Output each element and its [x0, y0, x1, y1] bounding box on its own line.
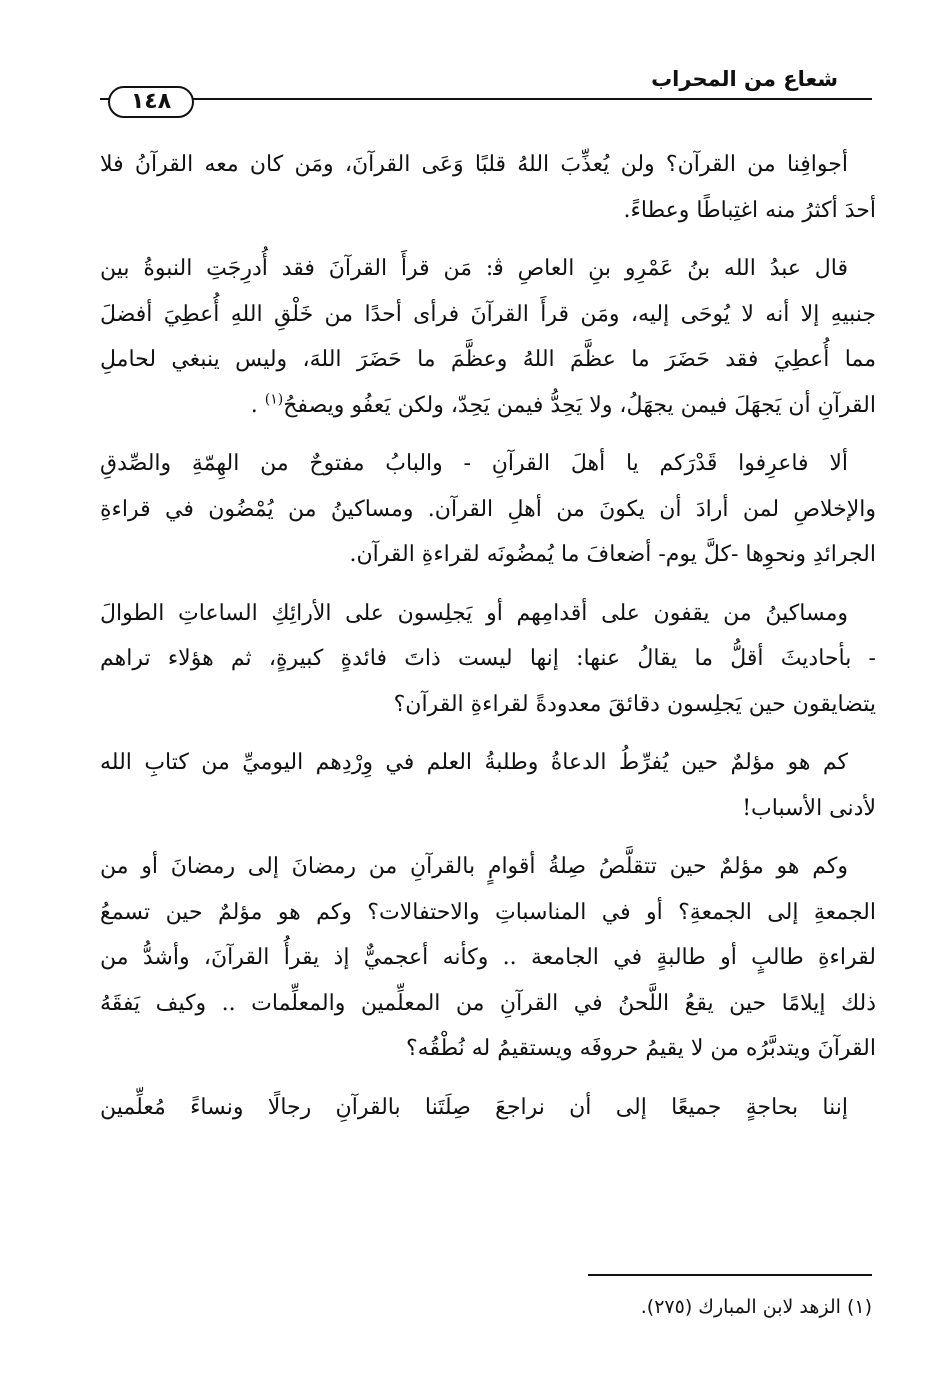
- text-line: يتضايقون حين يَجلِسون دقائقَ معدودةً لقراءةِ القرآن؟: [393, 691, 876, 717]
- paragraph-3: [100, 441, 876, 578]
- text-line: القرآنِ أن يَجهَلَ فيمن يجهَلُ، ولا يَحِدُّ فيمن يَحِدّ، ولكن يَعفُو ويصفحُ: [283, 392, 876, 418]
- text-line: والإخلاصِ لمن أرادَ أن يكونَ من أهلِ القرآن. ومساكينُ من يُمْضُون في قراءةِ: [100, 496, 876, 522]
- text-line: لقراءةِ طالبٍ أو طالبةٍ في الجامعة .. وكأنه أعجميٌّ إذ يقرأُ القرآنَ، وأشدُّ من: [100, 945, 876, 970]
- text-line: كم هو مؤلمٌ حين يُفرِّطُ الدعاةُ وطلبةُ العلم في وِرْدِهم اليوميِّ من كتابِ الله: [100, 750, 848, 775]
- text-line: مما أُعطِيَ فقد حَضَرَ ما عظَّمَ اللهُ وعظَّمَ ما حَضَرَ اللهَ، وليس ينبغي لحاملِ: [100, 347, 876, 372]
- text-line: الجرائدِ ونحوِها -كلَّ يوم- أضعافَ ما يُمضُونَه لقراءةِ القرآن.: [349, 542, 876, 567]
- page-number-badge: [108, 86, 194, 118]
- text-line: جنبيهِ إلا أنه لا يُوحَى إليه، ومَن قرأَ القرآنَ فرأى أحدًا من خَلْقِ اللهِ أُعطِيَ أفضلَ: [100, 301, 876, 327]
- text-line: الجمعةِ إلى الجمعةِ؟ أو في المناسباتِ والاحتفالات؟ وكم هو مؤلمٌ حين تسمعُ: [100, 899, 876, 925]
- footnote-reference[interactable]: (١): [264, 391, 284, 408]
- text-line: ومساكينُ من يقفون على أقدامِهم أو يَجلِسون على الأرائِكِ الساعاتِ الطوالَ: [100, 600, 848, 626]
- text-line: القرآنَ ويتدبَّرُه من لا يقيمُ حروفَه ويستقيمُ له نُطْقُه؟: [406, 1036, 876, 1061]
- text-line: - بأحاديثَ أقلُّ ما يقالُ عنها: إنها ليست ذاتَ فائدةٍ كبيرةٍ، ثم هؤلاء تراهم: [100, 646, 876, 671]
- footnote: (١) الزهد لابن المبارك (٢٧٥).: [640, 1296, 872, 1318]
- paragraph-5: [100, 740, 876, 831]
- paragraph-4: [100, 591, 876, 728]
- page-number: ١٤٨: [130, 89, 172, 114]
- paragraph-1: [100, 142, 876, 233]
- text-line-with-footnote: [100, 383, 876, 429]
- body-text: [100, 142, 876, 1143]
- text-line: لأدنى الأسباب!: [742, 795, 876, 821]
- text-line: إننا بحاجةٍ جميعًا إلى أن نراجعَ صِلَتَنا بالقرآنِ رجالًا ونساءً مُعلِّمين: [100, 1094, 848, 1120]
- text-line: أجوافِنا من القرآن؟ ولن يُعذِّبَ اللهُ قلبًا وَعَى القرآنَ، ومَن كان معه القرآنُ فلا: [100, 152, 848, 177]
- header-rule: [100, 98, 872, 100]
- footnote-rule: [588, 1274, 872, 1276]
- paragraph-7: [100, 1085, 876, 1131]
- paragraph-6: [100, 844, 876, 1072]
- paragraph-2: [100, 246, 876, 428]
- text-line: ألا فاعرِفوا قَدْرَكم يا أهلَ القرآنِ - والبابُ مفتوحٌ من الهِمّةِ والصِّدقِ: [100, 451, 848, 476]
- text-line: أحدَ أكثرُ منه اغتِباطًا وعطاءً.: [623, 197, 876, 223]
- sentence-end: .: [250, 392, 265, 418]
- text-line: وكم هو مؤلمٌ حين تتقلَّصُ صِلةُ أقوامٍ بالقرآنِ من رمضانَ إلى رمضانَ أو من: [100, 854, 848, 879]
- text-line: قال عبدُ الله بنُ عَمْرِو بنِ العاصِ ﭬ: مَن قرأَ القرآنَ فقد أُدرِجَتِ النبوةُ بين: [100, 256, 848, 281]
- text-line: ذلك إيلامًا حين يقعُ اللَّحنُ في القرآنِ من المعلِّمين والمعلِّمات .. وكيف يَفقَهُ: [100, 990, 876, 1016]
- running-title: شعاع من المحراب: [651, 67, 838, 91]
